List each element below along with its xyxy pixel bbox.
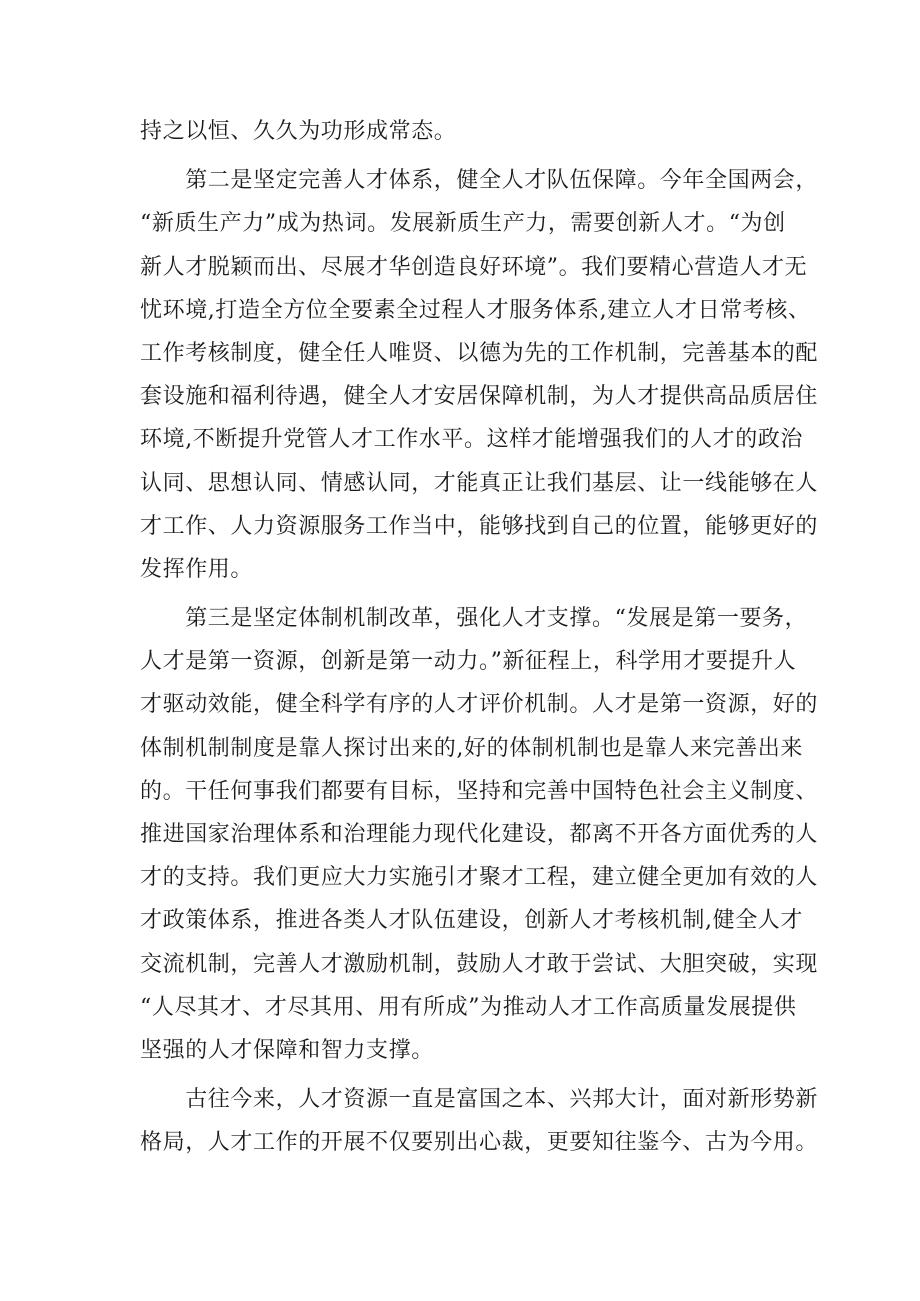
- text-line: 工作考核制度，健全任人唯贤、以德为先的工作机制，完善基本的配: [140, 340, 819, 366]
- text-line: 才工作、人力资源服务工作当中，能够找到自己的位置，能够更好的: [140, 513, 819, 539]
- text-line: 推进国家治理体系和治理能力现代化建设，都离不开各方面优秀的人: [140, 822, 819, 847]
- text-line: 第二是坚定完善人才体系，健全人才队伍保障。今年全国两会，: [140, 168, 819, 194]
- text-line: 环境,不断提升党管人才工作水平。这样才能增强我们的人才的政治: [140, 427, 803, 453]
- text-line: 的。干任何事我们都要有目标，坚持和完善中国特色社会主义制度、: [140, 778, 819, 804]
- text-line: 持之以恒、久久为功形成常态。: [140, 119, 457, 144]
- text-line: 人才是第一资源，创新是第一动力。”新征程上，科学用才要提升人: [140, 649, 797, 675]
- text-line: 才的支持。我们更应大力实施引才聚才工程，建立健全更加有效的人: [140, 865, 819, 891]
- text-line: 新人才脱颖而出、尽展才华创造良好环境”。我们要精心营造人才无: [140, 254, 808, 280]
- paragraph-4: [140, 1078, 819, 1164]
- text-line: 忧环境,打造全方位全要素全过程人才服务体系,建立人才日常考核、: [140, 297, 811, 323]
- text-line: 体制机制制度是靠人探讨出来的,好的体制机制也是靠人来完善出来: [140, 735, 803, 761]
- text-line: 套设施和福利待遇，健全人才安居保障机制，为人才提供高品质居住: [140, 384, 819, 410]
- paragraph-3: [140, 597, 819, 1072]
- document-page: [140, 110, 819, 1165]
- text-line: 格局，人才工作的开展不仅要别出心裁，更要知往鉴今、古为今用。: [140, 1130, 819, 1156]
- paragraph-2: [140, 159, 819, 591]
- text-line: 第三是坚定体制机制改革，强化人才支撑。“发展是第一要务，: [140, 606, 808, 632]
- text-line: 坚强的人才保障和智力支撑。: [140, 1037, 434, 1063]
- text-line: 才驱动效能，健全科学有序的人才评价机制。人才是第一资源，好的: [140, 692, 819, 718]
- text-line: 才政策体系，推进各类人才队伍建设，创新人才考核机制,健全人才: [140, 908, 803, 934]
- text-line: “新质生产力”成为热词。发展新质生产力，需要创新人才。“为创: [140, 211, 786, 237]
- text-line: “人尽其才、才尽其用、用有所成”为推动人才工作高质量发展提供: [140, 994, 797, 1020]
- paragraph-1: [140, 110, 800, 153]
- text-line: 认同、思想认同、情感认同，才能真正让我们基层、让一线能够在人: [140, 470, 819, 496]
- text-line: 古往今来，人才资源一直是富国之本、兴邦大计，面对新形势新: [140, 1087, 819, 1113]
- text-line: 发挥作用。: [140, 556, 254, 582]
- text-line: 交流机制，完善人才激励机制，鼓励人才敢于尝试、大胆突破，实现: [140, 951, 819, 977]
